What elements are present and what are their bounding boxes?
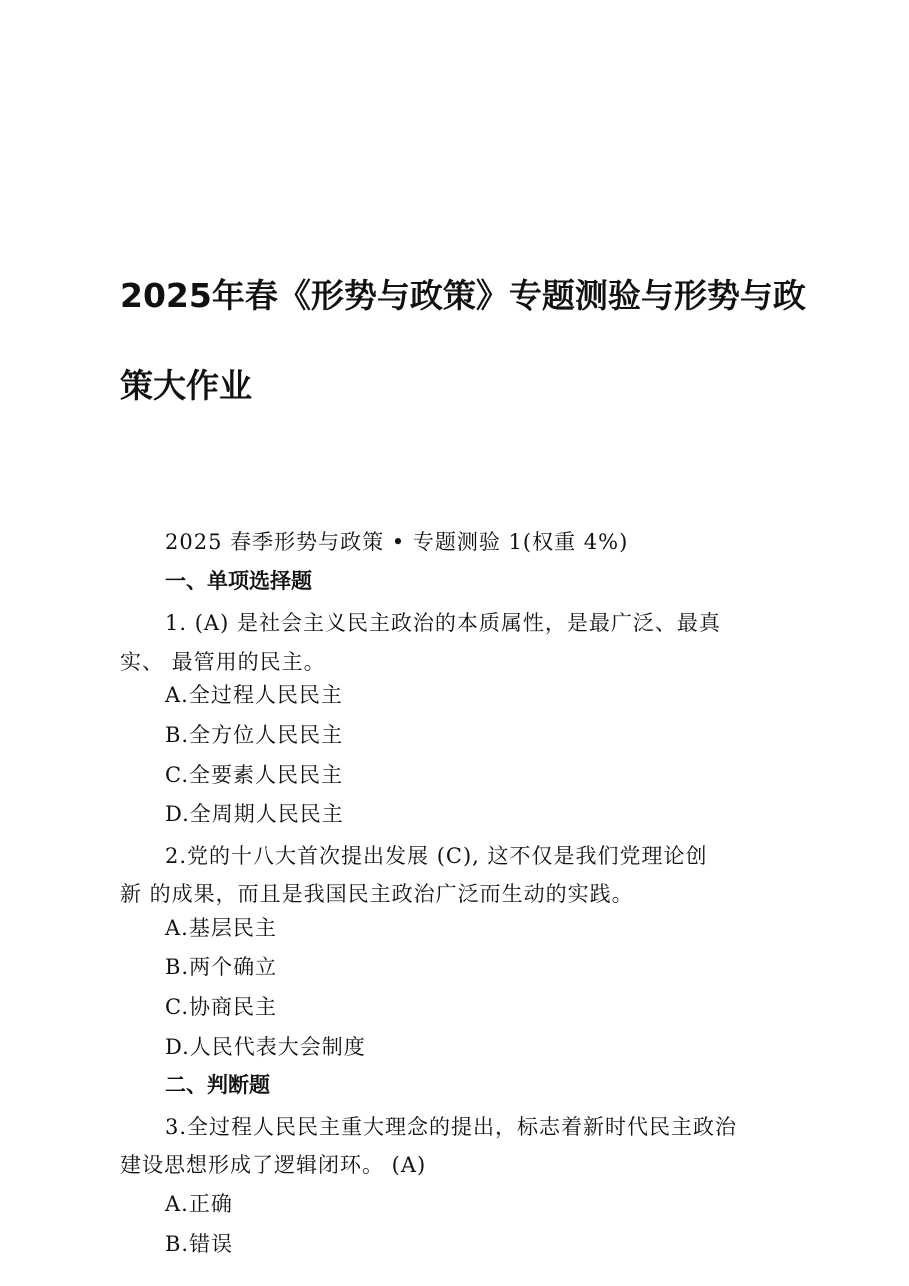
question-2-option-d: D.人民代表大会制度 bbox=[165, 1035, 366, 1059]
question-2-option-b: B.两个确立 bbox=[165, 955, 278, 979]
question-3-line-1: 3.全过程人民民主重大理念的提出，标志着新时代民主政治 bbox=[165, 1115, 738, 1139]
question-1-option-a: A.全过程人民民主 bbox=[165, 683, 343, 707]
question-3-option-a: A.正确 bbox=[165, 1192, 233, 1216]
document-title-line-1: 2025年春《形势与政策》专题测验与形势与政 bbox=[120, 276, 806, 315]
question-3-line-2: 建设思想形成了逻辑闭环。 (A) bbox=[120, 1153, 427, 1177]
question-1-line-1: 1. (A) 是社会主义民主政治的本质属性，是最广泛、最真 bbox=[165, 611, 721, 635]
question-2-line-1: 2.党的十八大首次提出发展 (C), 这不仅是我们党理论创 bbox=[165, 844, 708, 868]
question-1-line-2: 实、 最管用的民主。 bbox=[120, 650, 326, 674]
section-heading-true-false: 二、判断题 bbox=[165, 1073, 270, 1097]
question-2-option-c: C.协商民主 bbox=[165, 995, 277, 1019]
document-title-line-2: 策大作业 bbox=[120, 366, 252, 405]
question-1-option-b: B.全方位人民民主 bbox=[165, 723, 344, 747]
question-2-line-2: 新 的成果，而且是我国民主政治广泛而生动的实践。 bbox=[120, 882, 634, 906]
question-3-option-b: B.错误 bbox=[165, 1232, 234, 1256]
question-1-option-c: C.全要素人民民主 bbox=[165, 763, 343, 787]
question-2-option-a: A.基层民主 bbox=[165, 916, 277, 940]
section-heading-single-choice: 一、单项选择题 bbox=[165, 569, 312, 593]
question-1-option-d: D.全周期人民民主 bbox=[165, 802, 344, 826]
quiz-subtitle: 2025 春季形势与政策 • 专题测验 1(权重 4%) bbox=[165, 530, 629, 554]
